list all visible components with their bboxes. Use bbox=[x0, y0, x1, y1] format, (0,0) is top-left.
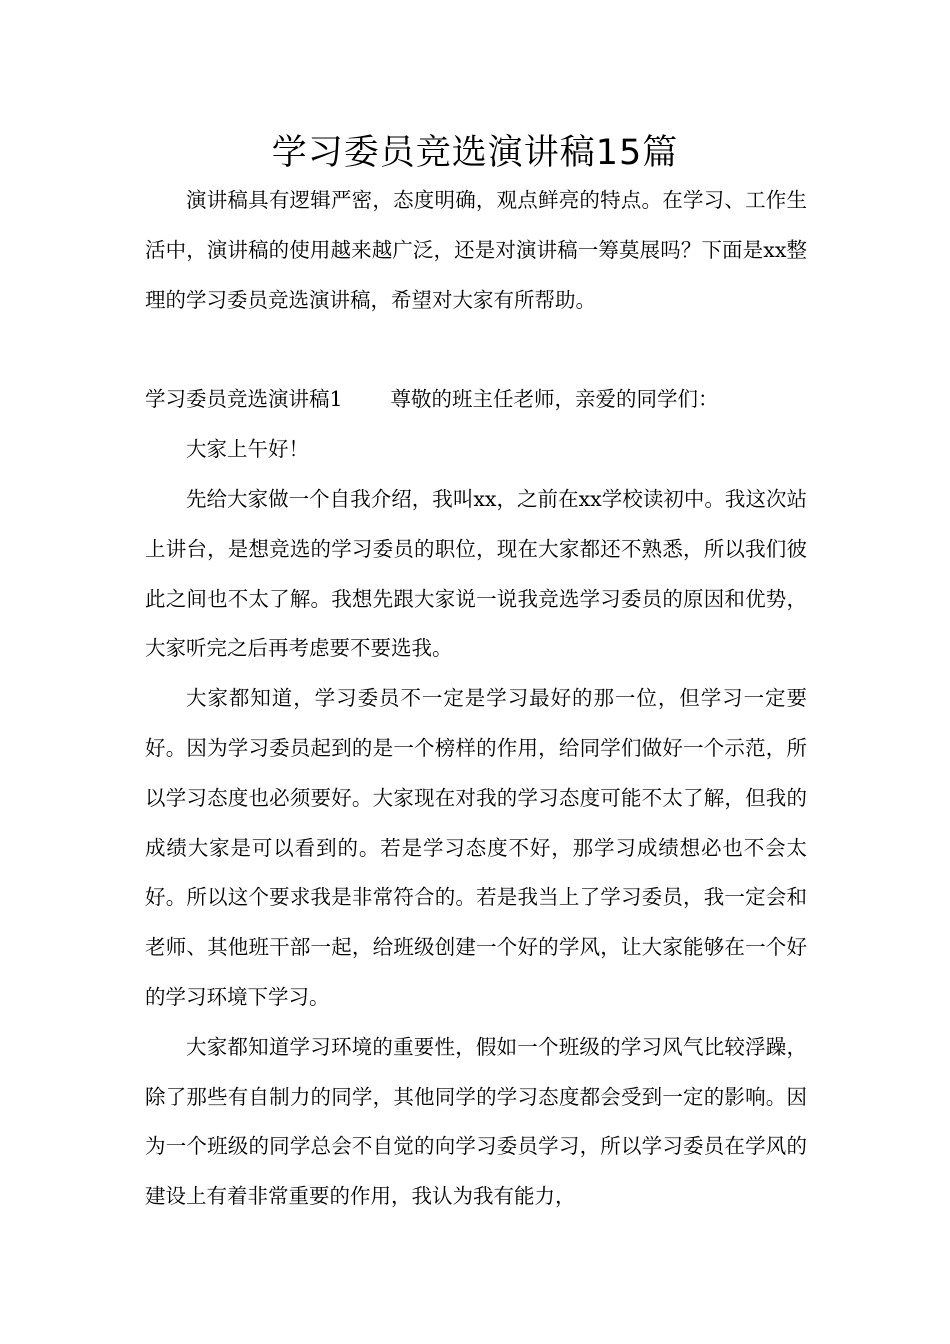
body-paragraph: 大家上午好！ bbox=[186, 437, 309, 462]
section-heading-line bbox=[145, 375, 807, 425]
intro-paragraph: 演讲稿具有逻辑严密，态度明确，观点鲜亮的特点。在学习、工作生活中，演讲稿的使用越来越广泛，还是对演讲稿一筹莫展吗？下面是xx整理的学习委员竞选演讲稿，希望对大家有所帮助。 bbox=[145, 188, 807, 312]
salutation: 尊敬的班主任老师，亲爱的同学们： bbox=[390, 387, 719, 412]
page-title: 学习委员竞选演讲稿15篇 bbox=[271, 133, 679, 173]
body-paragraph: 先给大家做一个自我介绍，我叫xx，之前在xx学校读初中。我这次站上讲台，是想竞选的学习委员的职位，现在大家都还不熟悉，所以我们彼此之间也不太了解。我想先跟大家说一说我竞选学习委员的原因和优势，大家听完之后再考虑要不要选我。 bbox=[145, 486, 807, 661]
body-paragraph: 大家都知道学习环境的重要性，假如一个班级的学习风气比较浮躁，除了那些有自制力的同学，其他同学的学习态度都会受到一定的影响。因为一个班级的同学总会不自觉的向学习委员学习，所以学习委员在学风的建设上有着非常重要的作用，我认为我有能力， bbox=[145, 1034, 807, 1209]
body-paragraph: 大家都知道，学习委员不一定是学习最好的那一位，但学习一定要好。因为学习委员起到的是一个榜样的作用，给同学们做好一个示范，所以学习态度也必须要好。大家现在对我的学习态度可能不太了解，但我的成绩大家是可以看到的。若是学习态度不好，那学习成绩想必也不会太好。所以这个要求我是非常符合的。若是我当上了学习委员，我一定会和老师、其他班干部一起，给班级创建一个好的学风，让大家能够在一个好的学习环境下学习。 bbox=[145, 686, 807, 1009]
section-heading: 学习委员竞选演讲稿1 bbox=[145, 387, 343, 412]
document-body bbox=[145, 176, 807, 1222]
